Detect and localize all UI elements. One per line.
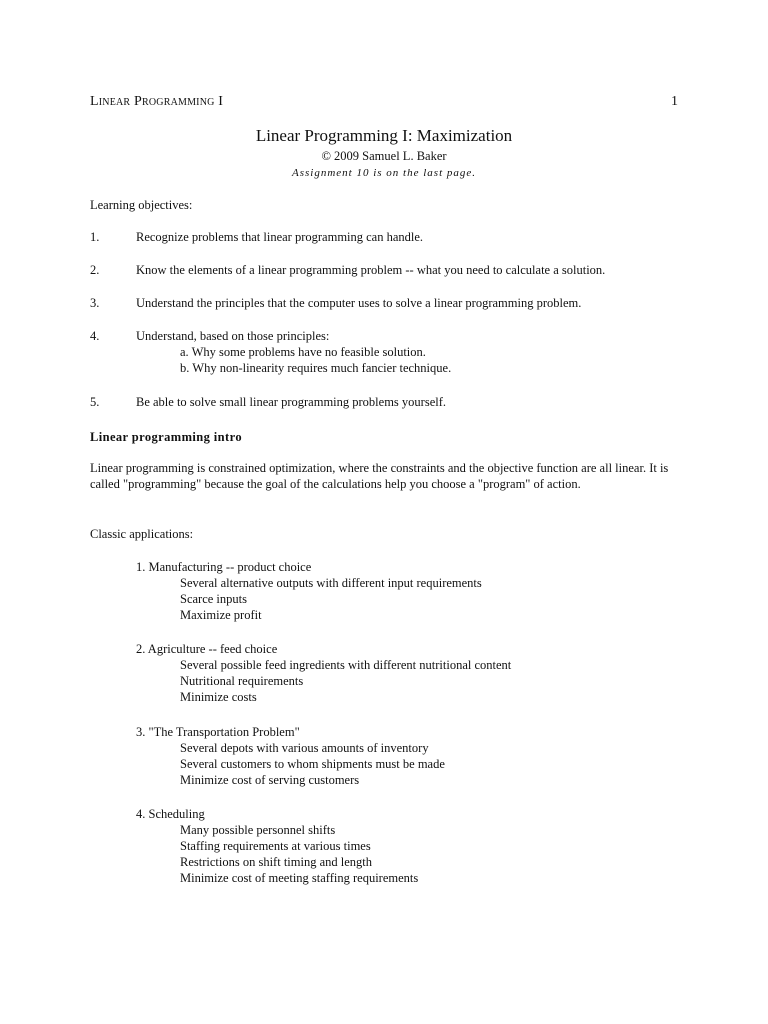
application-detail: Scarce inputs [180,592,247,606]
objective-item [90,262,682,278]
page-header [90,94,678,110]
application-detail: Several alternative outputs with different input requirements [180,576,482,590]
application-detail: Several customers to whom shipments must be made [180,757,445,771]
objective-text: Be able to solve small linear programming problems yourself. [136,395,446,409]
application-detail: Restrictions on shift timing and length [180,855,372,869]
application-detail: Several depots with various amounts of inventory [180,741,429,755]
application-detail: Minimize cost of serving customers [180,773,360,787]
objective-item [90,394,682,410]
section-heading: Linear programming intro [90,430,242,444]
copyright-line: © 2009 Samuel L. Baker [321,149,447,163]
objective-text: Recognize problems that linear programming can handle. [136,230,424,244]
application-title: 3. "The Transportation Problem" [136,725,300,739]
objective-text: Understand the principles that the computer uses to solve a linear programming problem. [136,296,582,310]
application-detail: Many possible personnel shifts [180,823,336,837]
application-title: 1. Manufacturing -- product choice [136,560,312,574]
objective-text: Understand, based on those principles: [136,329,330,343]
objective-sub-item: b. Why non-linearity requires much fancier technique. [180,361,452,375]
application-detail: Maximize profit [180,608,262,622]
objective-item [90,229,682,245]
application-title: 4. Scheduling [136,807,205,821]
application-detail: Minimize costs [180,690,257,704]
application-detail: Staffing requirements at various times [180,839,371,853]
title-block [0,126,768,181]
application-detail: Minimize cost of meeting staffing requirements [180,871,419,885]
application-item [136,724,682,788]
classic-applications-label: Classic applications: [90,527,194,541]
page-number: 1 [671,94,678,109]
application-item [136,806,682,886]
objective-item [90,295,682,311]
objective-number: 2. [90,263,100,277]
application-title: 2. Agriculture -- feed choice [136,642,278,656]
intro-paragraph: Linear programming is constrained optimization, where the constraints and the objective function are all linear. It is called "programming" because the goal of the calculations help you choose a "program" of action. [90,461,669,491]
assignment-note: Assignment 10 is on the last page. [291,167,477,179]
objective-number: 1. [90,230,100,244]
application-detail: Several possible feed ingredients with different nutritional content [180,658,512,672]
running-title: Linear Programming I [90,94,224,109]
objective-text: Know the elements of a linear programming problem -- what you need to calculate a solution. [136,263,606,277]
application-item [136,641,682,705]
objective-content [136,328,682,376]
objective-number: 3. [90,296,100,310]
application-detail: Nutritional requirements [180,674,304,688]
document-title: Linear Programming I: Maximization [255,126,513,145]
objective-number: 5. [90,395,100,409]
objective-number: 4. [90,329,100,343]
objective-sub-item: a. Why some problems have no feasible solution. [180,345,426,359]
application-item [136,559,682,623]
objective-item [90,328,682,376]
learning-objectives-label: Learning objectives: [90,198,193,212]
